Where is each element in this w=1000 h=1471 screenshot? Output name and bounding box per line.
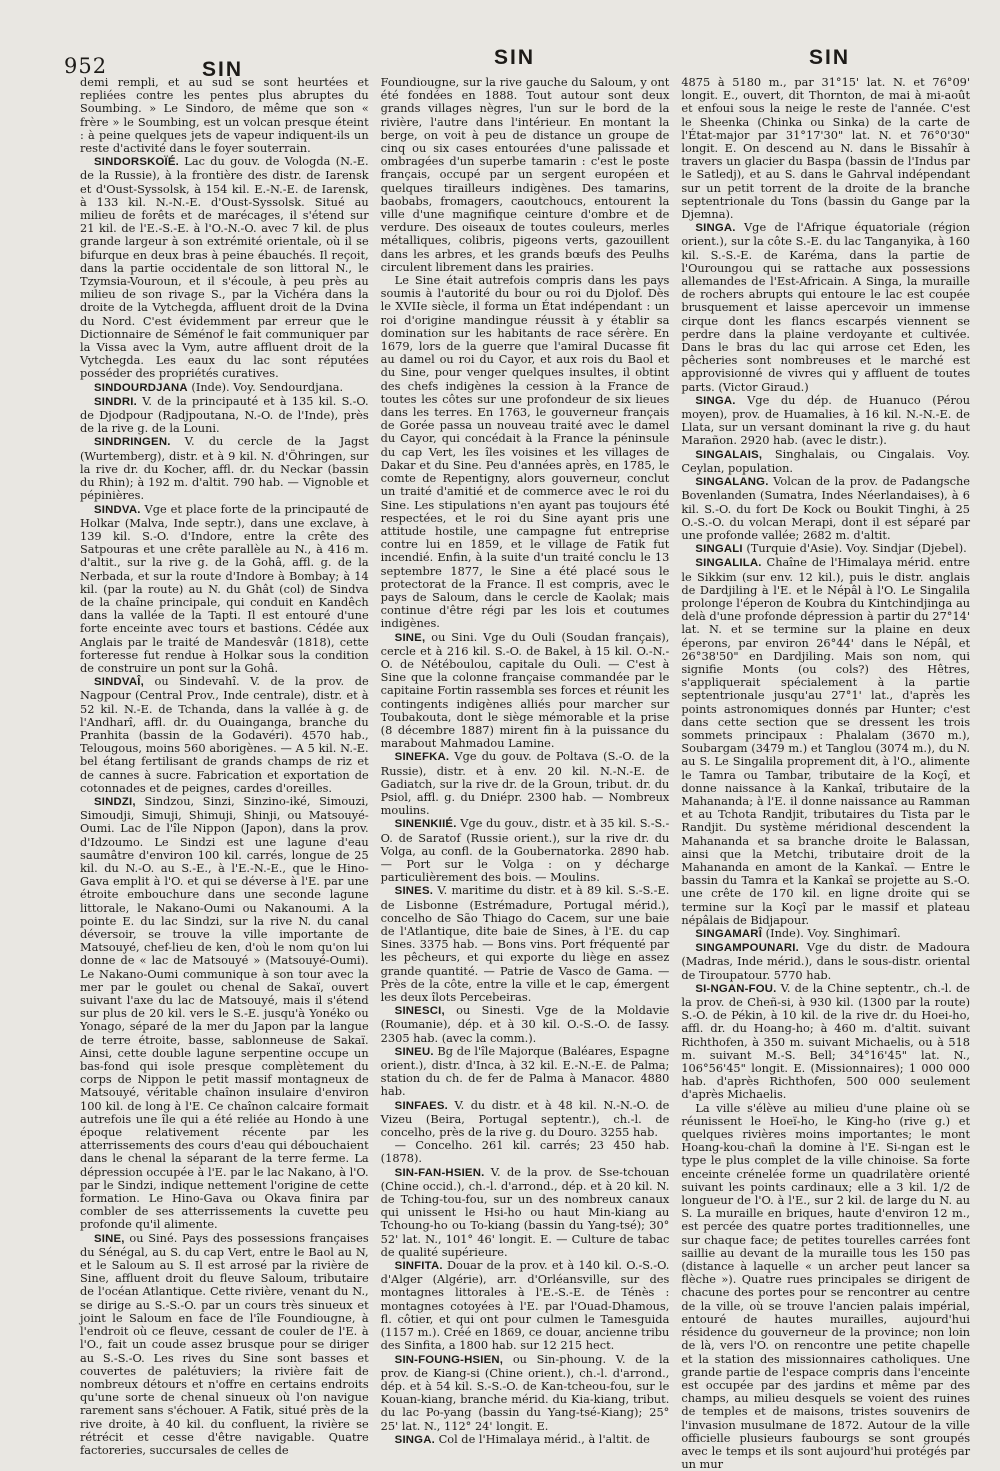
entry-headword: SINDVAÎ, [94, 676, 144, 689]
entry-headword: SINGAMPOUNARI. [695, 942, 799, 955]
entry-headword: SINE, [394, 631, 426, 644]
entry-text: (Inde). Voy. Sendourdjana. [191, 379, 344, 394]
page-number: 952 [64, 54, 108, 78]
dictionary-entry [681, 542, 970, 556]
dictionary-entry [681, 475, 970, 542]
entry-headword: SINGALANG. [695, 476, 769, 489]
entry-headword: SINDOURDJANA [94, 381, 188, 394]
entry-text: Vge du dép. de Huanuco (Pérou moyen), prov. de Huamalies, à 16 kil. N.-N.-E. de Llata, sur un versant dominant la rive g. du haut Marañon. 2920 hab. (avec le distr.). [681, 392, 971, 448]
entry-text: Douar de la prov. et à 140 kil. O.-S.-O. d'Alger (Algérie), arr. d'Orléansville, sur des montagnes littorales à l'E.-S.-E. de Ténès : montagnes cotoyées à l'E. par l'Ouad-Dhamous, fl. côtier, et qui ont pour culmen le Tamesguida (1157 m.). Créé en 1869, ce douar, ancienne tribu des Sinfita, a 1800 hab. sur 12 215 hect. [380, 1258, 670, 1353]
entry-headword: SINDZI, [94, 795, 136, 808]
entry-headword: SINDORSKOÏÉ. [94, 156, 179, 169]
entry-headword: SINES. [394, 885, 434, 898]
text-columns [80, 75, 971, 1471]
entry-headword: SINGALAIS, [695, 448, 763, 461]
entry-text: V. de la Chine septentr., ch.-l. de la prov. de Cheñ-si, à 930 kil. (1300 par la route) S.-O. de Pékin, à 10 kil. de la rive dr. du Hoei-ho, affl. dr. du Hoang-ho; à 460 m. d'altit. suivant Richthofen, à 350 m. suivant Michaelis, ou à 518 m. suivant M.-S. Bell; 34°16'45" lat. N., 106°56'45" longit. E. (Missionnaires); 1 000 000 hab. d'après Richthofen, 500 000 seulement d'après Michaelis. [681, 980, 971, 1102]
entry-text: Vge du gouv., distr. et à 35 kil. S.-S.-O. de Saratof (Russie orient.), sur la rive dr. du Volga, au confl. de la Goubernatorka. 2890 hab. — Port sur le Volga : on y décharge particulièrement des bois. — Moulins. [380, 816, 670, 885]
entry-headword: SINDRINGEN. [94, 436, 171, 449]
entry-text: Bg de l'île Majorque (Baléares, Espagne orient.), distr. d'Inca, à 32 kil. E.-N.-E. de Palma; station du ch. de fer de Palma à Manacor. 4880 hab. [380, 1043, 670, 1099]
dictionary-entry [681, 448, 970, 475]
column-3 [681, 75, 971, 1471]
dictionary-entry [381, 1099, 670, 1140]
dictionary-entry [381, 750, 670, 817]
dictionary-entry [681, 394, 970, 448]
dictionary-entry [80, 76, 369, 155]
dictionary-entry [80, 795, 369, 1232]
entry-text: V. de la prov. de Sse-tchouan (Chine occid.), ch.-l. d'arrond., dép. et à 20 kil. N. de Tching-tou-fou, sur un des nombreux canaux qui unissent le Hsi-ho ou haut Min-kiang au Tchoung-ho ou To-kiang (bassin du Yang-tsé); 30° 52' lat. N., 101° 46' longit. E. — Culture de tabac de qualité supérieure. [380, 1164, 670, 1259]
dictionary-entry [80, 395, 369, 436]
entry-text: Lac du gouv. de Vologda (N.-E. de la Russie), à la frontière des distr. de Iarensk et d'Oust-Syssolsk, à 154 kil. E.-N.-E. de Iarensk, à 133 kil. N.-N.-E. d'Oust-Syssolsk. Situé au milieu de forêts et de marécages, il s'étend sur 21 kil. de l'E.-S.-E. à l'O.-N.-O. avec 7 kil. de plus grande largeur à son extrémité orientale, où il se bifurque en deux bras à peine ébauchés. Il reçoit, dans la partie occidentale de son littoral N., le Tzymsia-Vouroun, et il s'écoule, à peu près au milieu de son rivage S., par la Vichéra dans la droite de la Vytchegda, affluent droit de la Dvina du Nord. C'est évidemment par erreur que le Dictionnaire de Séménof le fait communiquer par la Vissa avec la Vym, autre affluent droit de la Vytchegda. Les eaux du lac sont réputées posséder des propriétés curatives. [80, 154, 369, 381]
dictionary-entry [681, 927, 970, 941]
dictionary-entry [381, 1353, 670, 1433]
entry-text: Vge du distr. de Madoura (Madras, Inde mérid.), dans le sous-distr. oriental de Tiroupatour. 5770 hab. [681, 940, 971, 982]
entry-text: V. de la principauté et à 135 kil. S.-O. de Djodpour (Radjpoutana, N.-O. de l'Inde), près de la rive g. de la Louni. [80, 393, 369, 436]
dictionary-entry [80, 435, 369, 502]
dictionary-entry [381, 1166, 670, 1259]
running-head-center: SIN [494, 46, 536, 69]
entry-headword: SINGALILA. [695, 557, 762, 570]
entry-text: Sindzou, Sinzi, Sinzino-iké, Simouzi, Simoudji, Simuji, Shimuji, Shinji, ou Matsouyé-Oumi. Lac de l'île Nippon (Japon), dans la prov. d'Idzoumo. Le Sindzi est une lagune d'eau saumâtre d'environ 100 kil. carrés, longue de 25 kil. du N.-O. au S.-E., à l'E.-N.-E., que le Hino-Gava emplit à l'O. et qui se déverse à l'E. par une étroite embouchure dans une seconde lagune littorale, le Nakano-Oumi ou Nakanoumi. A la pointe E. du lac Sindzi, sur la rive N. du canal déversoir, se trouve la ville importante de Matsouyé, chef-lieu de ken, d'où le nom qu'on lui donne de « lac de Matsouyé » (Matsouyé-Oumi). Le Nakano-Oumi communique à son tour avec la mer par le goulet ou chenal de Sakaï, ouvert suivant l'axe du lac de Matsouyé, mais il s'étend sur plus de 20 kil. vers le S.-E. jusqu'à Yonéko ou Yonago, séparé de la mer du Japon par la langue de terre étroite, basse, sablonneuse de Sakaï. Ainsi, cette double lagune serpentine occupe un bas-fond qui isole presque complètement du corps de Nippon le petit massif montagneux de Matsouyé, véritable chaînon insulaire d'environ 100 kil. de long à l'E. Ce chaînon calcaire formait autrefois une île qui a été reliée au Hondo à une époque relativement récente par les atterrissements des cours d'eau qui débouchaient dans le chenal la séparant de la terre ferme. La dépression occupée à l'E. par le lac Nakano, à l'O. par le Sindzi, indique nettement l'origine de cette formation. Le Hino-Gava ou Okava finira par combler de ses atterrissements la cuvette peu profonde qu'il alimente. [80, 793, 369, 1232]
entry-headword: SIN-FAN-HSIEN. [394, 1166, 485, 1179]
entry-text: Vge de l'Afrique équatoriale (région orient.), sur la côte S.-E. du lac Tanganyika, à 160 kil. S.-S.-E. de Karéma, dans la partie de l'Ouroungou qui se rattache aux possessions allemandes de l'Est-Africain. A Singa, la muraille de rochers abrupts qui entoure le lac est coupée brusquement et laisse apercevoir un immense cirque dont les flancs escarpés viennent se perdre dans la plaine verdoyante et cultivée. Dans le bras du lac qui arrose cet Eden, les pêcheries sont nombreuses et le marché est approvisionné de vivres qui y affluent de toutes parts. (Victor Giraud.) [681, 220, 971, 394]
entry-text: V. du distr. et à 48 kil. N.-N.-O. de Vizeu (Beira, Portugal septentr.), ch.-l. de concelho, près de la rive g. du Douro. 3255 hab. [380, 1097, 670, 1140]
entry-text: La ville s'élève au milieu d'une plaine où se réunissent le Hoeï-ho, le King-ho (rive g.) et quelques rivières moins importantes; le mont Hoang-kou-chañ la domine à l'E. Si-ngan est le type le plus complet de la ville chinoise. Sa forte enceinte crénelée forme un quadrilatère orienté suivant les points cardinaux; elle a 3 kil. 1/2 de longueur de l'O. à l'E., sur 2 kil. de large du N. au S. La muraille en briques, haute d'environ 12 m., est percée des quatre portes traditionnelles, une sur chaque face; de petites tourelles carrées font saillie au devant de la muraille tous les 150 pas (distance à laquelle « un archer peut lancer sa flèche »). Quatre rues principales se dirigent de chacune des portes pour se rencontrer au centre de la ville, où se trouve l'ancien palais impérial, entouré de hautes murailles, aujourd'hui résidence du gouverneur de la province; non loin de là, vers l'O. on rencontre une petite chapelle et la station des missionnaires catholiques. Une grande partie de l'espace compris dans l'enceinte est occupée par des jardins et même par des champs, au milieu desquels se voient des ruines de temples et de maisons, tristes souvenirs de l'invasion musulmane de 1872. Autour de la ville officielle plusieurs faubourgs se sont groupés avec le temps et ils sont aujourd'hui protégés par un mur [681, 1100, 971, 1471]
entry-text: Singhalais, ou Cingalais. Voy. Ceylan, population. [681, 446, 971, 475]
entry-headword: SINDVA. [94, 503, 141, 516]
dictionary-entry [80, 675, 369, 795]
dictionary-entry [381, 1004, 670, 1045]
entry-text: ou Sin-phoung. V. de la prov. de Kiang-si (Chine orient.), ch.-l. d'arrond., dép. et à 54 kil. S.-S.-O. de Kan-tcheou-fou, sur le Kouan-kiang, branche mérid. du Kia-kiang, tribut. du lac Po-yang (bassin du Yang-tsé-Kiang); 25° 25' lat. N., 112° 24' longit. E. [380, 1351, 670, 1433]
entry-headword: SINENKIIÉ. [394, 818, 457, 831]
entry-text: V. du cercle de la Jagst (Wurtemberg), distr. et à 9 kil. N. d'Öhringen, sur la rive dr. du Kocher, affl. dr. du Neckar (bassin du Rhin); à 192 m. d'altit. 790 hab. — Vignoble et pépinières. [80, 434, 369, 503]
entry-text: (Turquie d'Asie). Voy. Sindjar (Djebel). [746, 541, 967, 556]
entry-text: V. maritime du distr. et à 89 kil. S.-S.-E. de Lisbonne (Estrémadure, Portugal mérid.), concelho de São Thiago do Cacem, sur une baie de l'Atlantique, dite baie de Sines, à l'E. du cap Sines. 3375 hab. — Bons vins. Port fréquenté par les pêcheurs, et qui exporte du liège en assez grande quantité. — Patrie de Vasco de Gama. — Près de la côte, entre la ville et le cap, émergent les deux îlots Percebeiras. [380, 883, 670, 1005]
dictionary-entry [80, 381, 369, 395]
column-2 [380, 75, 670, 1446]
entry-headword: SIN-FOUNG-HSIEN, [394, 1353, 504, 1366]
entry-headword: SINGA. [695, 222, 736, 235]
entry-headword: SINGA. [394, 1433, 435, 1446]
dictionary-entry [681, 76, 970, 221]
entry-text: 4875 à 5180 m., par 31°15' lat. N. et 76°09' longit. E., ouvert, dit Thornton, de mai à mi-août et enfoui sous la neige le reste de l'année. C'est le Sheenka (Chinka ou Sinka) de la carte de l'État-major par 31°17'30" lat. N. et 76°0'30" longit. E. On descend au N. dans le Bissahîr à travers un glacier du Baspa (bassin de l'Indus par le Satledj), et au S. dans le Gahrval indépendant sur un petit torrent de la droite de la branche septentrionale du Tons (bassin du Gange par la Djemna). [681, 75, 971, 222]
entry-headword: SINESCI, [394, 1005, 445, 1018]
dictionary-entry [381, 1433, 670, 1447]
entry-headword: SINGA. [695, 394, 736, 407]
entry-headword: SINEFKA. [394, 751, 450, 764]
entry-headword: SINGALI [695, 543, 743, 556]
entry-headword: SINFAES. [394, 1099, 448, 1112]
entry-text: Col de l'Himalaya mérid., à l'altit. de [438, 1431, 650, 1446]
running-head-left: SIN [202, 58, 244, 81]
entry-text: Volcan de la prov. de Padangsche Bovenlanden (Sumatra, Indes Néerlandaises), à 6 kil. S.-O. du fort De Kock ou Boukit Tinghi, à 25 O.-S.-O. du volcan Merapi, dont il est séparé par une profonde vallée; 2682 m. d'altit. [681, 474, 971, 542]
entry-text: — Concelho. 261 kil. carrés; 23 450 hab. (1878). [380, 1138, 670, 1166]
dictionary-entry [681, 941, 970, 982]
entry-text: ou Sindevahî. V. de la prov. de Nagpour (Central Prov., Inde centrale), distr. et à 52 kil. N.-E. de Tchanda, dans la vallée à g. de l'Andharî, affl. dr. du Ouainganga, branche du Pranhita (bassin de la Godavéri). 4570 hab., Telougous, moins 560 aborigènes. — A 5 kil. N.-E. bel étang fertilisant de grands champs de riz et de cannes à sucre. Fabrication et exportation de cotonnades et de peignes, cardes d'oreilles. [80, 674, 369, 795]
entry-text: ou Sini. Vge du Ouli (Soudan français), cercle et à 216 kil. S.-O. de Bakel, à 15 kil. O.-N.-O. de Nétéboulou, capitale du Ouli. — C'est à Sine que la colonne française commandée par le capitaine Fortin rassembla ses forces et réunit les contingents indigènes alliés pour marcher sur Toubakouta, dont le siège mémorable et la prise (8 décembre 1887) mirent fin à la puissance du marabout Mahmadou Lamine. [380, 629, 670, 751]
dictionary-entry [80, 503, 369, 676]
dictionary-entry [381, 884, 670, 1004]
entry-text: (Inde). Voy. Singhimarî. [765, 926, 901, 940]
dictionary-entry [681, 556, 970, 927]
entry-text: Chaîne de l'Himalaya mérid. entre le Sikkim (sur env. 12 kil.), puis le distr. anglais de Dardjiling à l'E. et le Népâl à l'O. Le Singalila prolonge l'éperon de Koubra du Kintchindjinga au delà d'une profonde dépression à partir du 27°14' lat. N. et se termine sur la plaine en deux éperons, par environ 26°44' dans le Népâl, et 26°38'50" en Dardjiling. Mais son nom, qui signifie Monts (ou cols?) des Hêtres, s'appliquerait spécialement à la partie septentrionale jusqu'au 27°1' lat., d'après les points astronomiques donnés par Hunter; c'est dans cette section que se dressent les trois sommets principaux : Phalalam (3670 m.), Soubargam (3479 m.) et Tanglou (3074 m.), du N. au S. Le Singalila proprement dit, à l'O., alimente le Tamra ou Tambar, tributaire de la Koçî, et donne naissance à la Kankaî, tributaire de la Mahananda; à l'E. il donne naissance au Ramman et au Tchota Randjit, tributaires du Tista par le Randjit. Du système méridional descendent la Mahananda et sa branche droite le Balassan, ainsi que la Metchi, tributaire droit de la Mahananda en amont de la Kankaî. — Entre le bassin du Tamra et la Kankaî se projette au S.-O. une crête de 170 kil. en ligne droite qui se termine sur la Koçî par le massif et plateau népâlais de Bidjapour. [681, 555, 971, 927]
dictionary-entry [381, 274, 670, 630]
entry-text: Foundiougne, sur la rive gauche du Saloum, y ont été fondées en 1888. Tout autour sont deux grands villages nègres, l'un sur le bord de la rivière, l'autre dans l'intérieur. En montant la berge, on voit à peu de distance un groupe de cinq ou six cases entourées d'une palissade et ombragées d'un superbe tamarin : c'est le poste français, occupé par un sergent européen et quelques tirailleurs indigènes. Des tamarins, baobabs, fromagers, caoutchoucs, entourent la ville d'une magnifique ceinture d'ombre et de verdure. Des oiseaux de toutes couleurs, merles métalliques, colibris, pigeons verts, gazouillent dans les arbres, et les grands bœufs des Peulhs circulent librement dans les prairies. [380, 75, 670, 274]
entry-text: Le Sine était autrefois compris dans les pays soumis à l'autorité du bour ou roi du Djolof. Dès le XVIIe siècle, il forma un État indépendant : un roi d'origine mandingue réussit à y établir sa domination sur les habitants de race sérère. En 1679, lors de la guerre que l'amiral Ducasse fit au damel ou roi du Cayor, et aux rois du Baol et du Sine, pour venger quelques insultes, il obtint des chefs indigènes la cession à la France de toutes les côtes sur une profondeur de six lieues dans les terres. En 1763, le gouverneur français de Gorée passa un nouveau traité avec le damel du Cayor, qui concédait à la France la péninsule du cap Vert, les îles voisines et les villages de Dakar et du Sine. Peu d'années après, en 1785, le comte de Repentigny, alors gouverneur, conclut un traité d'amitié et de commerce avec le roi du Sine. Les stipulations n'en ayant pas toujours été respectées, et le roi du Sine ayant pris une attitude hostile, une campagne fut entreprise contre lui en 1859, et le village de Fatik fut incendié. Enfin, à la suite d'un traité conclu le 13 septembre 1877, le Sine a été placé sous le protectorat de la France. Il est compris, avec le pays de Saloum, dans le cercle de Kaolak; mais continue d'être régi par les lois et coutumes indigènes. [380, 273, 670, 631]
running-head-right: SIN [809, 46, 851, 69]
dictionary-entry [381, 817, 670, 884]
dictionary-entry [381, 1045, 670, 1099]
dictionary-entry [381, 1259, 670, 1352]
column-1 [80, 75, 369, 1457]
entry-text: ou Sinesti. Vge de la Moldavie (Roumanie), dép. et à 30 kil. O.-S.-O. de Iassy. 2305 hab. (avec la comm.). [380, 1003, 670, 1045]
dictionary-entry [681, 1102, 970, 1471]
dictionary-entry [681, 221, 970, 394]
entry-headword: SINE, [94, 1232, 125, 1245]
entry-text: Vge du gouv. de Poltava (S.-O. de la Russie), distr. et à env. 20 kil. N.-N.-E. de Gadiatch, sur la rive dr. de la Groun, tribut. dr. du Psiol, affl. g. du Dniépr. 2300 hab. — Nombreux moulins. [380, 749, 670, 818]
entry-headword: SINEU. [394, 1045, 434, 1058]
entry-headword: SINDRI. [94, 395, 137, 408]
entry-text: ou Siné. Pays des possessions françaises du Sénégal, au S. du cap Vert, entre le Baol au N, et le Saloum au S. Il est arrosé par la rivière de Sine, affluent droit du fleuve Saloum, tributaire de l'océan Atlantique. Cette rivière, venant du N., se dirige au S.-S.-O. par un cours très sinueux et joint le Saloum en face de l'île Foundiougne, à l'endroit où ce fleuve, cessant de couler de l'E. à l'O., fait un coude assez brusque pour se diriger au S.-S.-O. Les rives du Sine sont basses et couvertes de palétuviers; la rivière fait de nombreux détours et n'offre en certains endroits qu'une sorte de chenal sinueux où l'on navigue rarement sans s'échouer. A Fatik, situé près de la rive droite, à 40 kil. du confluent, la rivière se rétrécit et cesse d'être navigable. Quatre factoreries, succursales de celles de [80, 1230, 369, 1457]
entry-text: Vge et place forte de la principauté de Holkar (Malva, Inde septr.), dans une exclave, à 139 kil. S.-O. d'Indore, entre la crête des Satpouras et une crête parallèle au N., à 416 m. d'altit., sur la rive g. de la Gohâ, affl. g. de la Nerbada, et sur la route d'Indore à Bombay; à 14 kil. (par la route) au N. du Ghât (col) de Sindva de la chaîne principale, qui conduit en Kandêch dans la vallée de la Tapti. Il est entouré d'une forte enceinte avec tours et bastions. Cédée aux Anglais par le traité de Mandesvâr (1818), cette forteresse fut rendue à Holkar sous la condition de construire un pont sur la Gohâ. [80, 501, 369, 675]
entry-headword: SINGAMARÎ [695, 928, 763, 940]
entry-headword: SINFITA. [394, 1260, 443, 1273]
dictionary-entry [80, 155, 369, 380]
entry-text: demi rempli, et au sud se sont heurtées et repliées contre les pentes plus abruptes du Soumbing. » Le Sindoro, de même que son « frère » le Soumbing, est un volcan presque éteint : à peine quelques jets de vapeur indiquent-ils un reste d'activité dans le foyer souterrain. [80, 75, 369, 156]
entry-headword: SI-NGAN-FOU. [695, 982, 777, 995]
dictionary-entry [381, 1139, 670, 1165]
dictionary-entry [381, 631, 670, 751]
dictionary-entry [681, 982, 970, 1102]
dictionary-entry [80, 1232, 369, 1457]
dictionary-entry [381, 76, 670, 274]
page-header [64, 40, 970, 80]
